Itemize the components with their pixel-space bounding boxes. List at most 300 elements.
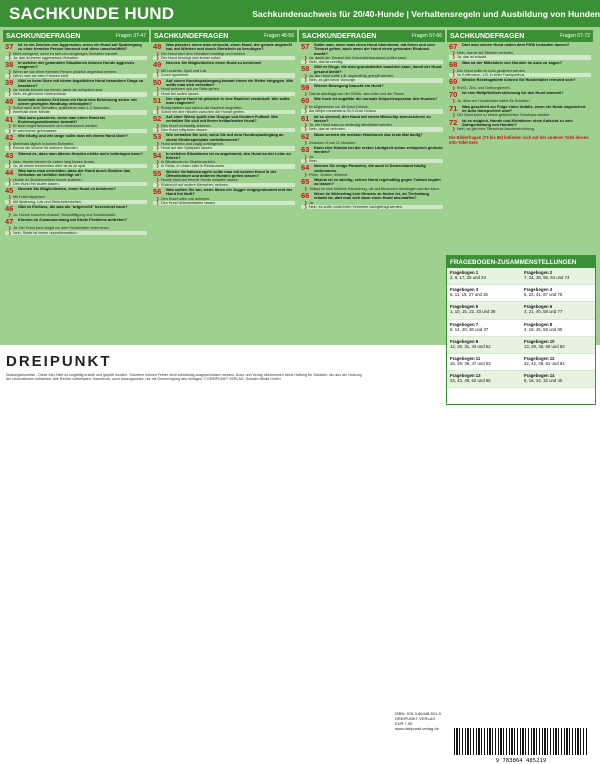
fragebogen-name: Fragebogen 10 xyxy=(524,338,555,344)
column-title: SACHKUNDEFRAGEN xyxy=(302,32,377,40)
fragebogen-entry xyxy=(447,354,521,371)
bilderfragen-note: Die Bilderfragen (73 bis 86) befinden sich auf der anderen Tafel dieses Info-Tafel-Sets xyxy=(449,134,589,145)
isbn-line: DREIPUNKT-VERLAG xyxy=(395,716,436,721)
answer-bullet-icon: ❯ xyxy=(304,139,308,145)
question-number: 41 xyxy=(5,114,14,124)
answer-bullet-icon: ❯ xyxy=(156,159,160,165)
answer-bullet-icon: ❯ xyxy=(304,185,308,191)
answer-bullet-icon: ❯ xyxy=(8,86,12,92)
answer-bullet-icon: ❯ xyxy=(156,68,160,74)
answer-bullet-icon: ❯ xyxy=(8,91,12,97)
question-number: 46 xyxy=(5,203,14,213)
question-number: 56 xyxy=(153,186,162,196)
fragebogen-grid xyxy=(447,268,595,388)
fragebogen-numbers: 8, 16, 24, 32 und 40 xyxy=(524,378,563,384)
question-item xyxy=(301,43,443,64)
question-heading xyxy=(153,79,295,88)
answer-text: Zwischen 6 und 12 Monaten. xyxy=(309,140,357,145)
question-item xyxy=(153,152,295,169)
column-range: Fragen 57-66 xyxy=(411,33,442,39)
fragebogen-name: Fragebogen 9 xyxy=(450,338,479,344)
answer-text: In Situationen im Straßenverkehr. xyxy=(161,160,216,165)
question-heading xyxy=(153,43,295,52)
answer-option xyxy=(153,146,295,150)
fragebogen-name: Fragebogen 1 xyxy=(450,270,479,275)
fragebogen-numbers: 5, 11, 19, 27 und 35 xyxy=(450,292,488,298)
question-text: In welcher der genannten Situationen können Hunde aggressiv reagieren? xyxy=(18,60,135,70)
question-number: 59 xyxy=(301,82,310,92)
answer-bullet-icon: ❯ xyxy=(304,126,308,132)
answer-bullet-icon: ❯ xyxy=(304,171,308,177)
fragebogen-name: Fragebogen 2 xyxy=(524,270,553,275)
answer-bullet-icon: ❯ xyxy=(156,122,160,128)
answer-text: Ja, das ist immer aggressives Verhalten. xyxy=(13,55,80,60)
question-number: 62 xyxy=(301,131,310,141)
question-text: Ist es sinnvoll, den Hund mit einem Mikrochip kennzeichnen zu lassen? xyxy=(314,113,431,123)
question-heading xyxy=(153,115,295,124)
fragebogen-numbers: 7, 24, 38, 56, 64 und 74 xyxy=(524,275,570,280)
question-text: Was kann man vermeiden, dass der Hund durch Straßen das Verhalten an Unfällen beteiligt ist? xyxy=(18,168,131,178)
question-column xyxy=(299,30,445,343)
question-item xyxy=(301,84,443,96)
question-heading xyxy=(449,61,591,69)
question-text: Wenn im Weinertrag kein Hinweis zu finden ist, ob Tierhaltung erlaubt ist, darf man sich dann einen Hund anschaffen? xyxy=(314,191,430,201)
answer-text: Wenn man sie beim Fressen stört. xyxy=(13,74,70,79)
answer-bullet-icon: ❯ xyxy=(304,77,308,83)
question-number: 70 xyxy=(449,90,458,100)
barcode xyxy=(446,726,596,764)
answer-text: Hund anleinen und zur Seite gehen. xyxy=(161,87,220,92)
question-number: 64 xyxy=(301,163,310,173)
answer-bullet-icon: ❯ xyxy=(8,181,12,187)
answer-text: Tollwut ist eine tödliche Erkrankung, die auf Menschen übertragen werden kann. xyxy=(309,186,440,191)
answer-bullet-icon: ❯ xyxy=(304,73,308,79)
question-heading xyxy=(301,164,443,173)
answer-bullet-icon: ❯ xyxy=(156,108,160,114)
question-number: 42 xyxy=(5,132,14,142)
question-text: Was kann passieren, wenn man einen Hund als Erziehungsmaßnahme bestraft? xyxy=(18,114,106,125)
page-subtitle: Sachkundenachweis für 20/40-Hunde | Verhaltensregeln und Ausbildung von Hunden xyxy=(252,8,600,19)
answer-bullet-icon: ❯ xyxy=(304,157,308,163)
answer-text: Nein, Strafe ist immer unproblematisch. xyxy=(13,230,78,235)
fragebogen-numbers: 34, 43, 49, 62 und 85 xyxy=(450,378,491,384)
column-body xyxy=(447,42,593,145)
fragebogen-entry xyxy=(447,371,521,388)
question-heading xyxy=(449,43,591,51)
fragebogen-entry xyxy=(447,268,521,285)
question-heading xyxy=(5,61,147,70)
answer-text: Ja. Hunde können nur lernen, wenn sie entspannt sind. xyxy=(13,87,104,92)
answer-text: Mit Spielzeug, Lob und Streicheleinheiten. xyxy=(13,199,82,204)
question-number: 61 xyxy=(301,113,310,123)
answer-bullet-icon: ❯ xyxy=(156,163,160,169)
question-item xyxy=(5,218,147,235)
question-item xyxy=(5,116,147,133)
fragebogen-name: Fragebogen 4 xyxy=(524,287,553,293)
question-number: 72 xyxy=(449,117,458,127)
answer-text: Das ist abhängig von der Größe, dem Alter und der Rasse. xyxy=(309,91,405,96)
question-item xyxy=(153,61,295,78)
fragebogen-numbers: 16, 29, 36, 47 und 53 xyxy=(450,360,491,366)
answer-text: Sofort nach dem Verhalten, spätestens nach 1-2 Sekunden. xyxy=(13,106,111,111)
question-heading xyxy=(301,115,443,124)
answer-text: Den Hund hinterherlaufen lassen. xyxy=(161,200,216,205)
column-title: SACHKUNDEFRAGEN xyxy=(450,32,525,40)
answer-bullet-icon: ❯ xyxy=(8,123,12,129)
question-number: 63 xyxy=(301,145,310,155)
answer-text: Ruhig bleiben und nicht in die Rauferei eingreifen. xyxy=(161,105,243,110)
question-item xyxy=(301,146,443,163)
answer-text: Hund anleinen und zügig vorbeigehen. xyxy=(161,141,225,146)
answer-bullet-icon: ❯ xyxy=(452,50,456,55)
fragebogen-entry xyxy=(447,337,521,354)
question-text: Können im Zusammenhang mit Strafe Probleme auftreten? xyxy=(18,217,127,223)
question-heading xyxy=(5,218,147,226)
column-range: Fragen 48-56 xyxy=(263,33,294,39)
publisher-logo xyxy=(6,353,112,370)
question-number: 65 xyxy=(301,177,310,187)
fragebogen-entry xyxy=(447,302,521,319)
answer-text: Innerhalb einer Minute. xyxy=(13,110,51,115)
question-number: 53 xyxy=(153,132,162,142)
answer-text: Der Hund sollte im Auto gesichert werden. xyxy=(457,68,526,73)
answer-option xyxy=(449,55,591,59)
answer-text: Nein, das ist unnötig. xyxy=(309,60,344,65)
answer-bullet-icon: ❯ xyxy=(8,127,12,133)
question-heading xyxy=(301,43,443,56)
answer-text: Hunde im Straßenverkehr immer anleinen. xyxy=(13,177,83,182)
answer-text: Ja, ab einem bestimmten Alter ist es zu spät. xyxy=(13,163,87,168)
question-text: Der eigene Hund ist plötzlich in eine Rauferei verwickelt. Wie sollte man reagieren? xyxy=(166,95,290,106)
question-text: Warum ist es wichtig, seinen Hund regelmäßig gegen Tollwut impfen zu lassen? xyxy=(314,177,441,187)
fragebogen-numbers: 32, 42, 48, 61 und 84 xyxy=(524,360,565,366)
answer-text: Hund auf den Spielplatz lassen. xyxy=(161,146,213,151)
question-item xyxy=(449,105,591,118)
question-text: Gibt es beim Üben mit einem ängstlichen Hund besondere Dinge zu beachten? xyxy=(18,78,144,88)
answer-bullet-icon: ❯ xyxy=(8,211,12,217)
question-text: Darf man seinen Hund neben dem PKW herlaufen lassen? xyxy=(462,42,570,47)
answer-bullet-icon: ❯ xyxy=(304,199,308,205)
answer-bullet-icon: ❯ xyxy=(156,50,160,56)
answer-bullet-icon: ❯ xyxy=(8,225,12,231)
answer-bullet-icon: ❯ xyxy=(8,140,12,146)
question-number: 37 xyxy=(5,42,14,51)
question-text: Welche Verhaltensregeln sollte man mit seinem Hund in der Öffentlichkeit und anderen Hunden gelten lassen? xyxy=(166,168,277,179)
answer-text: Ja, denn ein Hundehalter haftet für Schäden. xyxy=(457,99,531,104)
question-item xyxy=(5,134,147,151)
answer-text: Den Hund frei laufen lassen. xyxy=(13,182,60,187)
question-heading xyxy=(153,97,295,106)
question-number: 54 xyxy=(153,150,162,160)
answer-bullet-icon: ❯ xyxy=(156,181,160,187)
answer-text: Nein, es sollte vorab beim Vermieter nachgefragt werden. xyxy=(309,204,403,209)
question-item xyxy=(449,78,591,90)
question-heading xyxy=(301,65,443,74)
question-heading xyxy=(5,187,147,195)
question-item xyxy=(5,98,147,115)
answer-text: Den Hund rechtzeitig anleinen. xyxy=(161,123,212,128)
question-number: 40 xyxy=(5,96,14,106)
answer-text: Er kann Angst bekommen und misstrauisch werden. xyxy=(13,124,99,129)
answer-text: StVO-, Zivil- und Ordnungsrecht. xyxy=(457,86,511,91)
question-heading xyxy=(5,134,147,142)
question-item xyxy=(301,192,443,209)
answer-bullet-icon: ❯ xyxy=(8,176,12,182)
answer-bullet-icon: ❯ xyxy=(156,177,160,183)
question-text: Was sollten Sie tun, wenn Ihnen ein Jogger entgegenkommt und der Hund frei läuft? xyxy=(166,186,293,197)
answer-text: Ja, der Hund sollte z.B. regelmäßig geimpft werden. xyxy=(309,74,394,79)
question-heading xyxy=(5,205,147,213)
question-number: 45 xyxy=(5,186,14,196)
fragebogen-entry xyxy=(521,302,595,319)
column-title: SACHKUNDEFRAGEN xyxy=(154,32,229,40)
fragebogen-name: Fragebogen 12 xyxy=(524,355,555,361)
question-item xyxy=(153,97,295,114)
answer-text: Der Hund kann zu einem gefährlichen Geschoss werden. xyxy=(457,113,551,118)
question-heading xyxy=(301,178,443,187)
question-heading xyxy=(449,91,591,99)
column-title: SACHKUNDEFRAGEN xyxy=(6,32,81,40)
answer-text: Nein, das ist auf Straßen verboten. xyxy=(457,51,514,55)
question-number: 71 xyxy=(449,103,458,113)
question-item xyxy=(5,152,147,169)
question-heading xyxy=(153,133,295,142)
question-heading xyxy=(5,43,147,52)
question-heading xyxy=(5,116,147,125)
answer-bullet-icon: ❯ xyxy=(156,140,160,146)
fragebogen-entry xyxy=(521,371,595,388)
question-number: 39 xyxy=(5,78,14,88)
question-text: Auf einem Hundespaziergang kommt einem ein Reiter entgegen. Wie sollte man sich verhalten? xyxy=(166,77,294,88)
question-text: Was geschieht zur Folge eines Unfalls, wenn ein Hund ungesichert im Auto transportiert wird? xyxy=(462,103,586,114)
page-title: SACHKUNDE HUND xyxy=(9,3,175,23)
answer-text: Hund frei laufen lassen. xyxy=(161,91,200,96)
answer-bullet-icon: ❯ xyxy=(304,153,308,159)
column-header xyxy=(151,30,297,42)
question-item xyxy=(153,43,295,60)
answer-bullet-icon: ❯ xyxy=(8,105,12,111)
fragebogen-numbers: 3, 21, 40, 58 und 77 xyxy=(524,309,563,315)
answer-text: Durch Ignorieren. xyxy=(161,73,190,78)
question-number: 50 xyxy=(153,77,162,87)
fragebogen-name: Fragebogen 8 xyxy=(524,321,553,327)
answer-option xyxy=(5,92,147,96)
answer-text: Im Allgemeinen ca. 38 Grad Celsius. xyxy=(309,104,369,109)
column-header xyxy=(3,30,149,42)
question-item xyxy=(153,170,295,187)
question-number: 67 xyxy=(449,42,458,51)
question-heading xyxy=(5,169,147,178)
answer-bullet-icon: ❯ xyxy=(304,90,308,96)
answer-text: Ja. xyxy=(309,154,314,159)
question-number: 43 xyxy=(5,150,14,160)
barcode-bars xyxy=(454,728,588,755)
question-number: 57 xyxy=(301,42,310,51)
question-item xyxy=(301,178,443,191)
question-text: Gibt es Dinge, die man grundsätzlich beachten kann, damit der Hund gesund bleibt? xyxy=(314,64,442,74)
answer-bullet-icon: ❯ xyxy=(8,50,12,56)
answer-text: Mehrmals täglich in kurzen Einheiten. xyxy=(13,141,75,146)
column-body xyxy=(151,42,297,205)
isbn-line: EUR 7,90 xyxy=(395,721,413,726)
answer-text: Den Hund rufen und anleinen. xyxy=(161,196,211,201)
question-text: Ist eine Haftpflichtversicherung für den Hund sinnvoll? xyxy=(462,90,564,96)
question-item xyxy=(301,115,443,132)
isbn-line: www.dreipunkt-verlag.de xyxy=(395,726,439,731)
question-text: Sollte man, wenn man einen Hund übernimmt, mit Ihnen und zum Tierarzt gehen, auch wenn der Hund einen gesunden Eindruck macht? xyxy=(314,42,435,56)
fragebogen-entry xyxy=(521,354,595,371)
question-number: 58 xyxy=(301,64,310,74)
answer-bullet-icon: ❯ xyxy=(156,72,160,78)
fragebogen-entry xyxy=(447,285,521,302)
fragebogen-numbers: 6, 23, 41, 57 und 75 xyxy=(524,292,563,298)
question-item xyxy=(449,119,591,132)
question-heading xyxy=(301,133,443,141)
isbn-line: ISBN: 978-3-86448-521-9 xyxy=(395,711,441,716)
question-item xyxy=(449,43,591,60)
answer-text: Sofort mit den Händen zwischen die Hunde greifen. xyxy=(161,109,246,114)
fragebogen-name: Fragebogen 7 xyxy=(450,321,479,327)
answer-text: Hunde nicht auf fremde Hunde zulaufen lassen. xyxy=(161,178,239,183)
question-heading xyxy=(449,119,591,128)
question-number: 44 xyxy=(5,168,14,178)
fragebogen-title: FRAGEBOGEN-ZUSAMMENSTELLUNGEN xyxy=(447,256,595,268)
answer-text: Ja, das ist erlaubt. xyxy=(457,55,487,60)
question-heading xyxy=(153,152,295,161)
question-item xyxy=(5,61,147,78)
answer-bullet-icon: ❯ xyxy=(452,67,456,73)
title-bar xyxy=(0,0,600,27)
answer-bullet-icon: ❯ xyxy=(8,109,12,115)
answer-text: Mit Futterhäppchen. xyxy=(13,195,46,200)
barcode-number: 9 783864 485219 xyxy=(495,758,547,764)
fragebogen-name: Fragebogen 6 xyxy=(524,304,553,310)
question-item xyxy=(5,187,147,204)
answer-bullet-icon: ❯ xyxy=(452,126,456,132)
question-heading xyxy=(301,97,443,105)
question-text: Ist es ein Zeichen von Aggression, wenn ein Hund auf Spaziergang zu einer fremden Person hinrennt und diese umschnüffelt? xyxy=(18,42,142,52)
answer-option xyxy=(449,127,591,131)
answer-bullet-icon: ❯ xyxy=(156,195,160,201)
question-text: Nennen Sie Möglichkeiten, einen Hund zu belohnen? xyxy=(18,186,116,192)
answer-option xyxy=(301,109,443,113)
question-heading xyxy=(153,188,295,197)
answer-bullet-icon: ❯ xyxy=(304,203,308,209)
answer-option xyxy=(5,231,147,235)
question-text: In welchen Situationen ist es angebracht, den Hund an der Leine zu führen? xyxy=(166,150,291,160)
question-heading xyxy=(153,170,295,179)
fragebogen-numbers: 1, 10, 15, 22, 33 und 39 xyxy=(450,309,496,315)
question-number: 51 xyxy=(153,95,162,105)
question-heading xyxy=(449,78,591,86)
question-text: Auf einer Wiese spielt eine Gruppe von Kindern Fußball. Wie verhalten Sie sich mit Ihrem freilaufenden Hund? xyxy=(166,114,278,124)
question-item xyxy=(5,43,147,60)
question-text: Wieviel Bewegung braucht ein Hund? xyxy=(314,82,384,88)
question-number: 68 xyxy=(449,59,458,69)
answer-bullet-icon: ❯ xyxy=(156,199,160,205)
question-heading xyxy=(301,146,443,155)
answer-text: Nein, das ist verboten. xyxy=(309,127,346,132)
question-text: Welche Rechtsgebiete können für Hundehalter relevant sein? xyxy=(462,77,576,83)
question-text: Innerhalb welcher Zeit kann ein Hund eine Belohnung sicher mit seiner gezeigten Handlung verknüpfen? xyxy=(18,96,137,106)
answer-option xyxy=(5,146,147,150)
answer-text: Ja. Der Hund kann Angst vor dem Hundehalter bekommen. xyxy=(13,226,110,231)
question-item xyxy=(301,65,443,82)
answer-option xyxy=(301,205,443,209)
answer-bullet-icon: ❯ xyxy=(452,85,456,91)
fragebogen-numbers: 12, 26, 31, 44 und 52 xyxy=(450,343,491,349)
answer-bullet-icon: ❯ xyxy=(8,198,12,204)
answer-text: Ja. xyxy=(309,200,314,205)
answer-option xyxy=(153,201,295,205)
answer-text: Mit Leckerlis, Spiel und Lob. xyxy=(161,69,208,74)
answer-bullet-icon: ❯ xyxy=(8,162,12,168)
answer-bullet-icon: ❯ xyxy=(452,71,456,77)
answer-bullet-icon: ❯ xyxy=(156,90,160,96)
answer-bullet-icon: ❯ xyxy=(8,158,12,164)
answer-bullet-icon: ❯ xyxy=(452,98,456,104)
question-text: Nennen Sie Möglichkeiten einen Hund zu belohnen! xyxy=(166,60,262,66)
answer-text: Nein, es gibt eine Tierschutz-Hundeverordnung. xyxy=(457,127,536,132)
question-heading xyxy=(5,152,147,160)
question-heading xyxy=(449,105,591,114)
column-body xyxy=(3,42,149,235)
answer-bullet-icon: ❯ xyxy=(452,112,456,118)
answer-text: Ja, damit der Tierarzt den Gesundheitszustand prüfen kann. xyxy=(309,55,407,60)
question-text: Nennen Sie einige Parasiten, die auch in Deutschland häufig vorkommen. xyxy=(314,163,426,173)
fragebogen-entry xyxy=(521,320,595,337)
question-number: 47 xyxy=(5,217,14,227)
answer-text: Nein. xyxy=(309,158,318,163)
question-text: Kann eine Hündin bei der ersten Läufigkeit schon erfolgreich gedeckt werden? xyxy=(314,145,443,155)
answer-bullet-icon: ❯ xyxy=(156,127,160,133)
fragebogen-numbers: 2, 9, 17, 25 und 33 xyxy=(450,275,486,280)
logo-text: DREIPUNKT xyxy=(6,353,112,370)
answer-text: Wenn sie von einer fremden Person plötzlich angefasst werden. xyxy=(13,69,118,74)
answer-text: Er wird immer gehorsamer. xyxy=(13,128,58,133)
answer-bullet-icon: ❯ xyxy=(156,104,160,110)
question-number: 48 xyxy=(153,42,162,51)
answer-text: Im Kofferraum, z.B. in einer Transportbox. xyxy=(457,72,526,77)
question-heading xyxy=(5,98,147,107)
fragebogen-panel xyxy=(446,255,596,405)
answer-bullet-icon: ❯ xyxy=(8,68,12,74)
question-number: 38 xyxy=(5,60,14,70)
answer-bullet-icon: ❯ xyxy=(452,54,456,60)
column-body xyxy=(299,42,445,209)
question-text: Wie verhalten Sie sich, wenn Sie auf dem Hundespaziergang an einem Kinderspielplatz vorbeikommen? xyxy=(166,132,284,142)
question-column xyxy=(151,30,297,343)
answer-bullet-icon: ❯ xyxy=(304,103,308,109)
question-number: 60 xyxy=(301,95,310,105)
fragebogen-entry xyxy=(521,285,595,302)
question-item xyxy=(153,115,295,132)
question-item xyxy=(5,79,147,96)
answer-bullet-icon: ❯ xyxy=(8,229,12,235)
question-heading xyxy=(301,84,443,92)
question-item xyxy=(153,133,295,150)
question-number: 66 xyxy=(301,191,310,201)
question-text: Was passiert, wenn man versucht, einen Hund, der gerade angebellt hat, mit Wörtern und durch Streicheln zu beruhigen? xyxy=(166,42,292,52)
answer-text: Rücksicht auf andere Menschen nehmen. xyxy=(161,182,230,187)
answer-text: Einmal die Woche für mehrere Stunden. xyxy=(13,146,79,151)
question-text: Gibt es Einfluss, die was als "artgerecht" bezeichnet kann? xyxy=(18,203,128,209)
question-text: Ist es möglich, Hunde und Kleintieren ohne Aufsicht zu sein Zwingerhaltung von Hunden? xyxy=(462,117,573,127)
answer-text: Als Welpe mindestens 39,3 Grad Celsius. xyxy=(309,109,377,114)
question-item xyxy=(301,133,443,145)
fragebogen-name: Fragebogen 5 xyxy=(450,304,479,310)
fragebogen-name: Fragebogen 14 xyxy=(524,373,555,379)
